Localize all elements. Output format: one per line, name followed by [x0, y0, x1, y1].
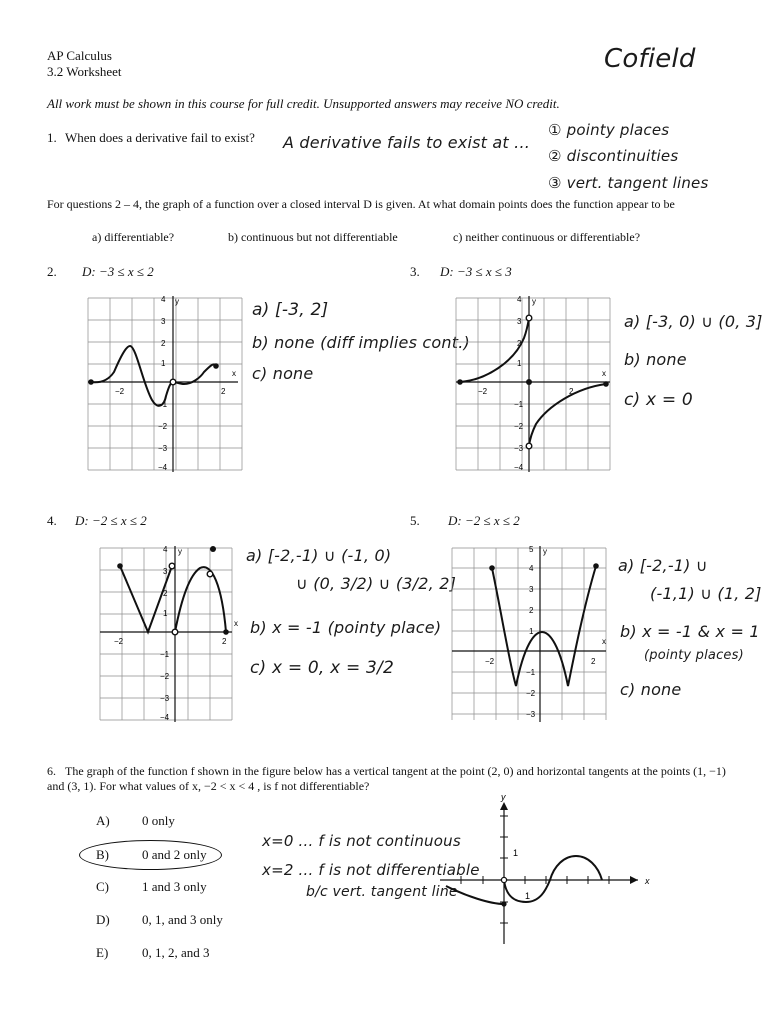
choice-c-letter: C)	[96, 879, 109, 894]
q2-tick-y-3: 3	[161, 317, 166, 326]
worksheet-title: 3.2 Worksheet	[47, 64, 122, 79]
choice-e-letter: E)	[96, 945, 109, 960]
q6-work-line1: x=0 ... f is not continuous	[262, 832, 461, 850]
q6-tick-x-1: 1	[525, 891, 531, 901]
q6-right-arch	[550, 856, 602, 880]
q1-question: When does a derivative fail to exist?	[65, 130, 255, 145]
q3-tick-y-4: 4	[517, 295, 522, 304]
choice-c[interactable]: 1 and 3 only	[142, 879, 207, 894]
q6-open-point	[501, 877, 506, 882]
q3-tick-y-2: 2	[517, 339, 522, 348]
q4-answer-a-line2: ∪ (0, 3/2) ∪ (3/2, 2]	[296, 574, 457, 593]
q2-domain: D: −3 ≤ x ≤ 2	[82, 264, 154, 279]
q3-endpoint	[457, 379, 463, 385]
q6-filled-point	[501, 901, 506, 906]
q2-tick-y-1: 1	[161, 359, 166, 368]
q2-tick-x-neg2: −2	[115, 387, 125, 396]
q4-endpoint	[223, 629, 229, 635]
q5-endpoint	[593, 563, 599, 569]
q5-tick-y-3: 3	[529, 585, 534, 594]
student-name: Cofield	[604, 44, 696, 74]
q3-number: 3.	[410, 264, 420, 279]
q5-tick-x-neg2: −2	[485, 657, 495, 666]
q4-filled-point	[210, 546, 216, 552]
instructions: All work must be shown in this course for full credit. Unsupported answers may receive NO credit.	[47, 96, 560, 111]
choice-d[interactable]: 0, 1, and 3 only	[142, 912, 223, 927]
q4-x-label: x	[234, 619, 238, 628]
q4-tick-y-3: 3	[163, 567, 168, 576]
intro-part-b: b) continuous but not differentiable	[228, 230, 398, 244]
q5-number: 5.	[410, 513, 420, 528]
q6-x-label: x	[645, 876, 650, 886]
q4-graph	[100, 546, 250, 722]
q1-answer-1: ① pointy places	[548, 121, 670, 139]
q6-number: 6.	[47, 764, 56, 778]
q6-left-branch	[446, 886, 504, 904]
q3-open-point	[526, 443, 532, 449]
choice-e[interactable]: 0, 1, 2, and 3	[142, 945, 210, 960]
q3-answer-c: c) x = 0	[624, 390, 693, 410]
q3-tick-y-neg1: −1	[514, 400, 524, 409]
q4-tick-y-neg1: −1	[160, 650, 170, 659]
intro-questions-2-4: For questions 2 – 4, the graph of a function over a closed interval D is given. At what domain points does the function appear to be	[47, 197, 675, 211]
q6-y-label: y	[501, 792, 506, 802]
q4-domain: D: −2 ≤ x ≤ 2	[75, 513, 147, 528]
q1-answer-intro: A derivative fails to exist at ...	[283, 133, 531, 152]
q5-domain: D: −2 ≤ x ≤ 2	[448, 513, 520, 528]
q4-tick-y-1: 1	[163, 609, 168, 618]
q3-open-point	[526, 315, 532, 321]
q5-tick-y-2: 2	[529, 606, 534, 615]
q2-answer-b: b) none (diff implies cont.)	[252, 333, 470, 352]
q3-right-curve	[529, 384, 606, 446]
q3-tick-x-2: 2	[569, 387, 574, 396]
q4-answer-c: c) x = 0, x = 3/2	[250, 658, 394, 678]
q5-tick-y-neg3: −3	[526, 710, 536, 719]
choice-a-letter: A)	[96, 813, 110, 828]
q4-number: 4.	[47, 513, 57, 528]
q2-tick-y-neg4: −4	[158, 463, 168, 472]
q2-tick-y-2: 2	[161, 339, 166, 348]
q2-tick-y-4: 4	[161, 295, 166, 304]
q2-tick-y-neg2: −2	[158, 422, 168, 431]
q5-answer-b-note: (pointy places)	[644, 648, 744, 663]
q3-tick-y-neg4: −4	[514, 463, 524, 472]
q3-tick-y-neg3: −3	[514, 444, 524, 453]
q2-tick-y-neg3: −3	[158, 444, 168, 453]
course-title: AP Calculus	[47, 48, 112, 63]
choice-a[interactable]: 0 only	[142, 813, 175, 828]
q6-tick-y-1: 1	[513, 848, 519, 858]
q4-open-point	[172, 629, 178, 635]
q4-endpoint	[117, 563, 123, 569]
q6-work-line2: x=2 ... f is not differentiable	[262, 861, 480, 879]
q4-y-label: y	[178, 547, 182, 556]
q2-graph	[88, 296, 243, 472]
intro-part-a: a) differentiable?	[92, 230, 175, 244]
q4-tick-y-2: 2	[163, 589, 168, 598]
choice-b-letter: B)	[96, 847, 109, 862]
q5-endpoint	[489, 565, 495, 571]
q6-work-line3: b/c vert. tangent line	[306, 884, 458, 900]
q4-tick-y-neg2: −2	[160, 672, 170, 681]
q4-tick-y-4: 4	[163, 545, 168, 554]
q3-x-label: x	[602, 369, 606, 378]
choice-b[interactable]: 0 and 2 only	[142, 847, 207, 862]
q3-tick-x-neg2: −2	[478, 387, 488, 396]
q4-tick-y-neg4: −4	[160, 713, 170, 722]
q4-tick-x-2: 2	[222, 637, 227, 646]
q3-endpoint	[603, 381, 609, 387]
q5-graph	[452, 546, 612, 722]
q3-answer-a: a) [-3, 0) ∪ (0, 3]	[624, 312, 763, 331]
q2-answer-a: a) [-3, 2]	[252, 300, 329, 320]
q3-tick-y-3: 3	[517, 317, 522, 326]
q4-tick-y-neg3: −3	[160, 694, 170, 703]
q3-y-label: y	[532, 297, 536, 306]
q4-open-point	[169, 563, 175, 569]
q4-answer-b: b) x = -1 (pointy place)	[250, 618, 442, 637]
q3-tick-y-neg2: −2	[514, 422, 524, 431]
q6-graph	[440, 792, 654, 948]
q3-graph	[456, 296, 616, 472]
q3-answer-b: b) none	[624, 350, 687, 369]
q1-number: 1.	[47, 130, 57, 145]
q5-tick-y-neg2: −2	[526, 689, 536, 698]
q5-answer-b: b) x = -1 & x = 1	[620, 622, 760, 641]
q5-tick-y-4: 4	[529, 564, 534, 573]
q4-answer-a-line1: a) [-2,-1) ∪ (-1, 0)	[246, 546, 392, 565]
q4-arch	[175, 567, 226, 632]
q1-answer-3: ③ vert. tangent lines	[548, 174, 709, 192]
q4-tick-x-neg2: −2	[114, 637, 124, 646]
q2-tick-y-neg1: −1	[158, 400, 168, 409]
q2-x-label: x	[232, 369, 236, 378]
q3-tick-y-1: 1	[517, 359, 522, 368]
q3-point-origin	[526, 379, 532, 385]
q2-endpoint	[88, 379, 94, 385]
q5-y-label: y	[543, 547, 547, 556]
q3-left-curve	[460, 318, 529, 382]
q2-endpoint	[213, 363, 219, 369]
q5-x-label: x	[602, 637, 606, 646]
q5-answer-c: c) none	[620, 680, 682, 699]
q5-tick-y-neg1: −1	[526, 668, 536, 677]
q2-open-point	[170, 379, 176, 385]
q2-answer-c: c) none	[252, 364, 314, 383]
q5-answer-a-line2: (-1,1) ∪ (1, 2]	[650, 584, 762, 603]
q2-y-label: y	[175, 297, 179, 306]
q2-number: 2.	[47, 264, 57, 279]
choice-d-letter: D)	[96, 912, 110, 927]
q6-question: The graph of the function f shown in the figure below has a vertical tangent at the point (2, 0) and horizontal tangents at the points (1, −1) and (3, 1). For what values of x, −2 < x < 4 , is f not differentiable?	[47, 764, 726, 793]
q5-answer-a-line1: a) [-2,-1) ∪	[618, 556, 708, 575]
q3-domain: D: −3 ≤ x ≤ 3	[440, 264, 512, 279]
intro-part-c: c) neither continuous or differentiable?	[453, 230, 641, 244]
q5-tick-y-1: 1	[529, 627, 534, 636]
q2-tick-x-2: 2	[221, 387, 226, 396]
q4-open-point	[207, 571, 213, 577]
q5-tick-x-2: 2	[591, 657, 596, 666]
q1-answer-2: ② discontinuities	[548, 147, 679, 165]
q5-curve	[492, 566, 596, 686]
q5-tick-y-5: 5	[529, 545, 534, 554]
